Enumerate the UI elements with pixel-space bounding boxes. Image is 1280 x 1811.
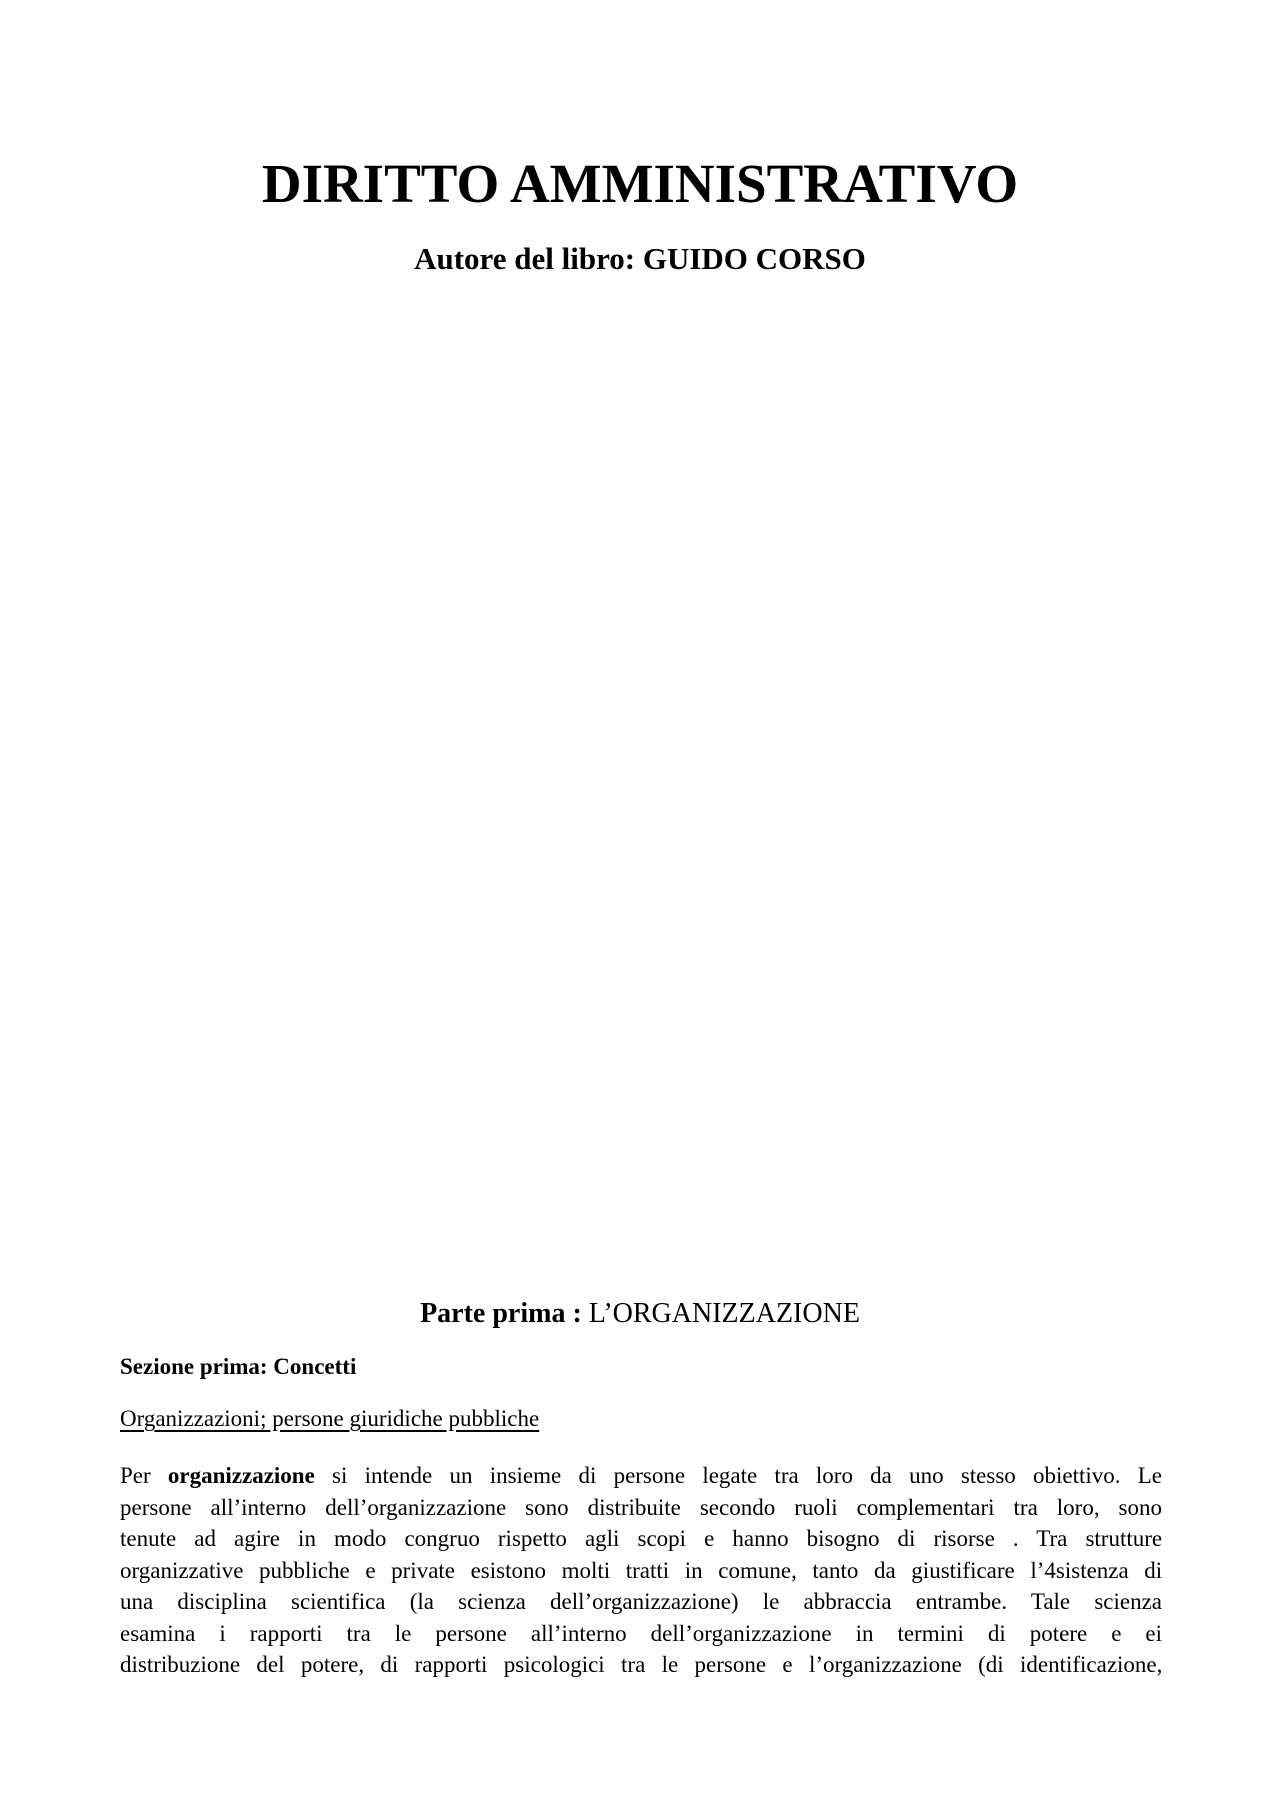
part-title — [0, 1296, 1280, 1332]
body-paragraph — [120, 1460, 1162, 1681]
paragraph-line-5: una disciplina scientifica (la scienza dell’organizzazione) le abbraccia entrambe. Tale scienza — [120, 1589, 1162, 1614]
paragraph-bold-term: organizzazione — [167, 1463, 315, 1488]
paragraph-line-6: esamina i rapporti tra le persone all’interno dell’organizzazione in termini di potere e ei — [120, 1620, 1162, 1646]
paragraph-line-1-rest: si intende un insieme di persone legate tra loro da uno stesso obiettivo. Le — [314, 1463, 1162, 1488]
paragraph-line-4: organizzative pubbliche e private esistono molti tratti in comune, tanto da giustificare l’4sistenza di — [120, 1557, 1163, 1583]
paragraph-line-2: persone all’interno dell’organizzazione sono distribuite secondo ruoli complementari tra loro, sono — [120, 1494, 1162, 1520]
subsection-title: Organizzazioni; persone giuridiche pubbliche — [120, 1406, 540, 1431]
section-title: Sezione prima: Concetti — [120, 1354, 357, 1379]
part-label: Parte prima : — [420, 1298, 589, 1329]
document-title: DIRITTO AMMINISTRATIVO — [261, 153, 1019, 214]
paragraph-line-3: tenute ad agire in modo congruo rispetto agli scopi e hanno bisogno di risorse . Tra strutture — [120, 1526, 1163, 1551]
part-name: L’ORGANIZZAZIONE — [588, 1298, 860, 1329]
paragraph-lead: Per — [120, 1463, 168, 1488]
paragraph-line-1 — [120, 1460, 1162, 1492]
paragraph-line-7: distribuzione del potere, di rapporti psicologici tra le persone e l’organizzazione (di identificazione, — [120, 1652, 1163, 1677]
author-line: Autore del libro: GUIDO CORSO — [414, 241, 866, 276]
